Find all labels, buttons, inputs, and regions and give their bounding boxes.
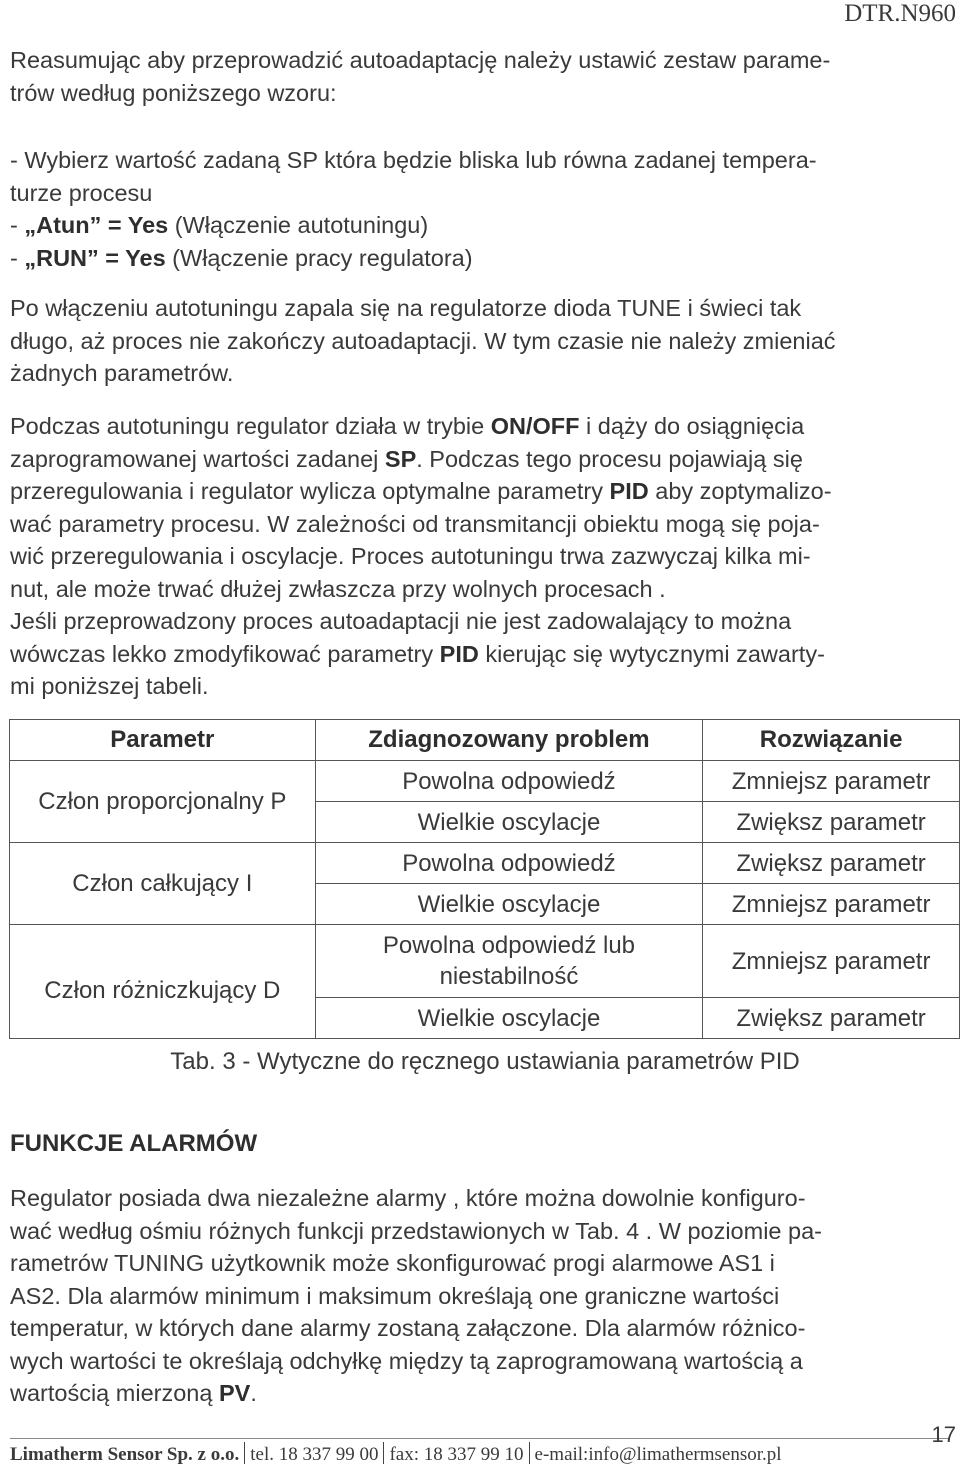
alarms-line: temperatur, w których dane alarmy zostaną załączone. Dla alarmów różnico- bbox=[10, 1315, 806, 1341]
pid-term: PID bbox=[609, 478, 649, 504]
page-number: 17 bbox=[931, 1422, 956, 1447]
column-header-parameter: Parametr bbox=[10, 720, 316, 761]
company-name: Limatherm Sensor Sp. z o.o. bbox=[10, 1444, 240, 1465]
text-run: przeregulowania i regulator wylicza optymalne parametry bbox=[10, 478, 610, 504]
alarms-paragraph bbox=[10, 1182, 955, 1410]
autotuning-line: mi poniższej tabeli. bbox=[10, 673, 209, 699]
problem-cell bbox=[315, 925, 703, 998]
section-heading: FUNKCJE ALARMÓW bbox=[10, 1130, 258, 1157]
solution-cell: Zmniejsz parametr bbox=[703, 884, 960, 925]
text-run: i dąży do osiągnięcia bbox=[579, 413, 805, 439]
alarms-line: Regulator posiada dwa niezależne alarmy , które można dowolnie konfiguro- bbox=[10, 1185, 806, 1211]
footer-email: e-mail:info@limathermsensor.pl bbox=[534, 1444, 782, 1465]
step-atun-setting: „Atun” = Yes bbox=[24, 212, 169, 238]
intro-paragraph bbox=[10, 44, 955, 109]
alarms-line: wać według ośmiu różnych funkcji przedstawionych w Tab. 4 . W poziomie pa- bbox=[10, 1217, 822, 1244]
table-header-row bbox=[10, 720, 960, 761]
problem-cell: Powolna odpowiedź bbox=[315, 843, 703, 884]
pv-term: PV bbox=[218, 1380, 251, 1406]
footer-separator bbox=[383, 1442, 384, 1464]
text-run: aby zoptymalizo- bbox=[648, 478, 832, 504]
text-run: zaprogramowanej wartości zadanej bbox=[10, 445, 385, 472]
pid-term: PID bbox=[439, 640, 479, 667]
column-header-problem: Zdiagnozowany problem bbox=[315, 720, 703, 761]
step-setpoint-line: - Wybierz wartość zadaną SP która będzie bliska lub równa zadanej tempera- bbox=[10, 147, 817, 173]
steps-list bbox=[10, 144, 955, 274]
alarms-line: wych wartości te określają odchyłkę między tą zaprogramowaną wartością a bbox=[10, 1347, 803, 1374]
onoff-term: ON/OFF bbox=[490, 413, 580, 439]
problem-cell: Wielkie oscylacje bbox=[315, 998, 703, 1039]
autotuning-line bbox=[10, 638, 955, 671]
autotuning-line: Jeśli przeprowadzony proces autoadaptacji nie jest zadowalający to można bbox=[10, 608, 792, 634]
footer-separator bbox=[244, 1442, 245, 1464]
solution-cell: Zwiększ parametr bbox=[703, 843, 960, 884]
autotuning-line bbox=[10, 443, 955, 476]
step-run-desc: (Włączenie pracy regulatora) bbox=[165, 244, 473, 271]
problem-line: niestabilność bbox=[439, 963, 579, 990]
text-run: wartością mierzoną bbox=[10, 1380, 219, 1406]
text-run: . bbox=[250, 1380, 257, 1406]
autotuning-line bbox=[10, 410, 955, 443]
autotuning-paragraph bbox=[10, 410, 955, 703]
text-run: . Podczas tego procesu pojawiają się bbox=[416, 445, 803, 472]
tune-line: Po włączeniu autotuningu zapala się na regulatorze dioda TUNE i świeci tak bbox=[10, 295, 802, 321]
autotuning-line: wać parametry procesu. W zależności od transmitancji obiektu mogą się poja- bbox=[10, 510, 820, 537]
column-header-solution: Rozwiązanie bbox=[703, 720, 960, 761]
autotuning-line: wić przeregulowania i oscylacje. Proces autotuningu trwa zazwyczaj kilka mi- bbox=[10, 543, 811, 569]
alarms-line: rametrów TUNING użytkownik może skonfigurować progi alarmowe AS1 i bbox=[10, 1250, 775, 1276]
step-atun-desc: (Włączenie autotuningu) bbox=[168, 212, 429, 238]
text-run: kierując się wytycznymi zawarty- bbox=[478, 640, 825, 667]
solution-cell: Zwiększ parametr bbox=[703, 802, 960, 843]
table-caption: Tab. 3 - Wytyczne do ręcznego ustawiania parametrów PID bbox=[170, 1048, 800, 1075]
autotuning-line bbox=[10, 475, 955, 508]
solution-cell: Zmniejsz parametr bbox=[703, 761, 960, 802]
tune-paragraph bbox=[10, 292, 955, 390]
problem-cell: Wielkie oscylacje bbox=[315, 802, 703, 843]
tune-line: żadnych parametrów. bbox=[10, 360, 234, 386]
step-prefix: - bbox=[10, 212, 25, 238]
step-run-setting: „RUN” = Yes bbox=[24, 244, 166, 271]
step-setpoint-line: turze procesu bbox=[10, 179, 153, 206]
alarms-line: AS2. Dla alarmów minimum i maksimum określają one graniczne wartości bbox=[10, 1282, 780, 1309]
parameter-cell: Człon całkujący I bbox=[10, 843, 316, 925]
step-prefix: - bbox=[10, 244, 25, 271]
autotuning-line: nut, ale może trwać dłużej zwłaszcza przy wolnych procesach . bbox=[10, 575, 666, 602]
alarms-line bbox=[10, 1377, 955, 1410]
problem-cell: Wielkie oscylacje bbox=[315, 884, 703, 925]
intro-line: Reasumując aby przeprowadzić autoadaptację należy ustawić zestaw parame- bbox=[10, 47, 831, 73]
step-run bbox=[10, 242, 955, 275]
parameter-cell: Człon różniczkujący D bbox=[10, 925, 316, 1039]
step-atun bbox=[10, 209, 955, 242]
page-footer bbox=[10, 1442, 782, 1466]
footer-phone: tel. 18 337 99 00 bbox=[250, 1444, 379, 1465]
pid-tuning-table bbox=[9, 719, 960, 1039]
sp-term: SP bbox=[384, 445, 417, 472]
footer-divider bbox=[10, 1438, 950, 1439]
solution-cell: Zmniejsz parametr bbox=[703, 925, 960, 998]
table-row bbox=[10, 843, 960, 884]
intro-line: trów według poniższego wzoru: bbox=[10, 79, 337, 106]
table-row bbox=[10, 761, 960, 802]
table-row bbox=[10, 925, 960, 998]
text-run: wówczas lekko zmodyfikować parametry bbox=[10, 640, 440, 667]
problem-cell: Powolna odpowiedź bbox=[315, 761, 703, 802]
footer-fax: fax: 18 337 99 10 bbox=[389, 1444, 524, 1465]
problem-line: Powolna odpowiedź lub bbox=[382, 932, 636, 959]
document-id: DTR.N960 bbox=[844, 0, 956, 27]
solution-cell: Zwiększ parametr bbox=[703, 998, 960, 1039]
text-run: Podczas autotuningu regulator działa w trybie bbox=[10, 413, 491, 439]
tune-line: długo, aż proces nie zakończy autoadaptacji. W tym czasie nie należy zmieniać bbox=[10, 327, 836, 354]
footer-separator bbox=[529, 1442, 530, 1464]
parameter-cell: Człon proporcjonalny P bbox=[10, 761, 316, 843]
